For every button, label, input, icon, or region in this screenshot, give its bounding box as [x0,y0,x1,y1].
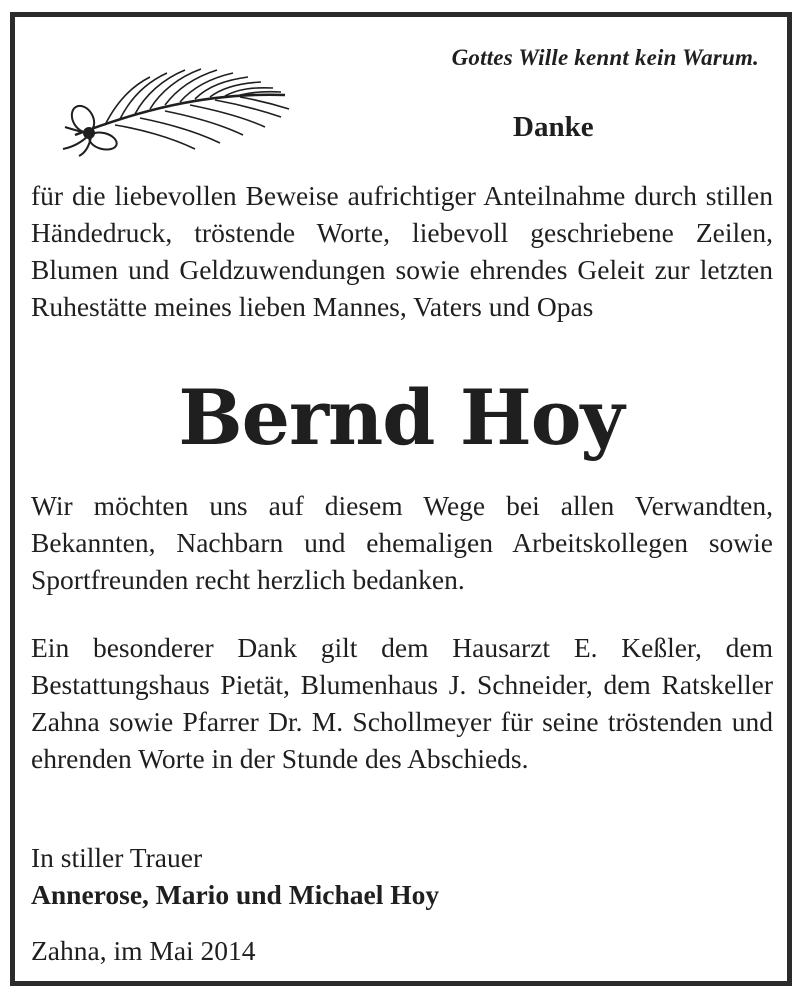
deceased-name: Bernd Hoy [178,373,624,462]
intro-paragraph: für die liebevollen Beweise aufrichtiger Anteilnahme durch stillen Händedruck, tröstende Worte, liebevoll geschriebene Zeilen, Blumen und Geldzuwendungen sowie ehrendes Geleit zur letzten Ruhestätte meines lieben Mannes, Vaters und Opas [31,180,773,322]
signatories: Annerose, Mario und Michael Hoy [31,879,440,910]
signature-block [31,839,439,913]
special-thanks-paragraph: Ein besonderer Dank gilt dem Hausarzt E. Keßler, dem Bestattungshaus Pietät, Blumenhaus J. Schneider, dem Ratskeller Zahna sowie Pfarrer Dr. M. Schollmeyer für seine tröstenden und ehrenden Worte in der Stunde des Abschieds. [31,632,773,774]
palm-frond-with-ribbon-icon [45,57,295,157]
place-and-date: Zahna, im Mai 2014 [31,935,256,966]
general-thanks-paragraph: Wir möchten uns auf diesem Wege bei allen Verwandten, Bekannten, Nachbarn und ehemaligen Arbeitskollegen sowie Sportfreunden recht herzlich bedanken. [31,490,773,595]
obituary-notice-frame [10,12,792,986]
motto: Gottes Wille kennt kein Warum. [451,45,759,70]
heading-danke: Danke [513,111,594,143]
mourning-line: In stiller Trauer [31,842,203,873]
